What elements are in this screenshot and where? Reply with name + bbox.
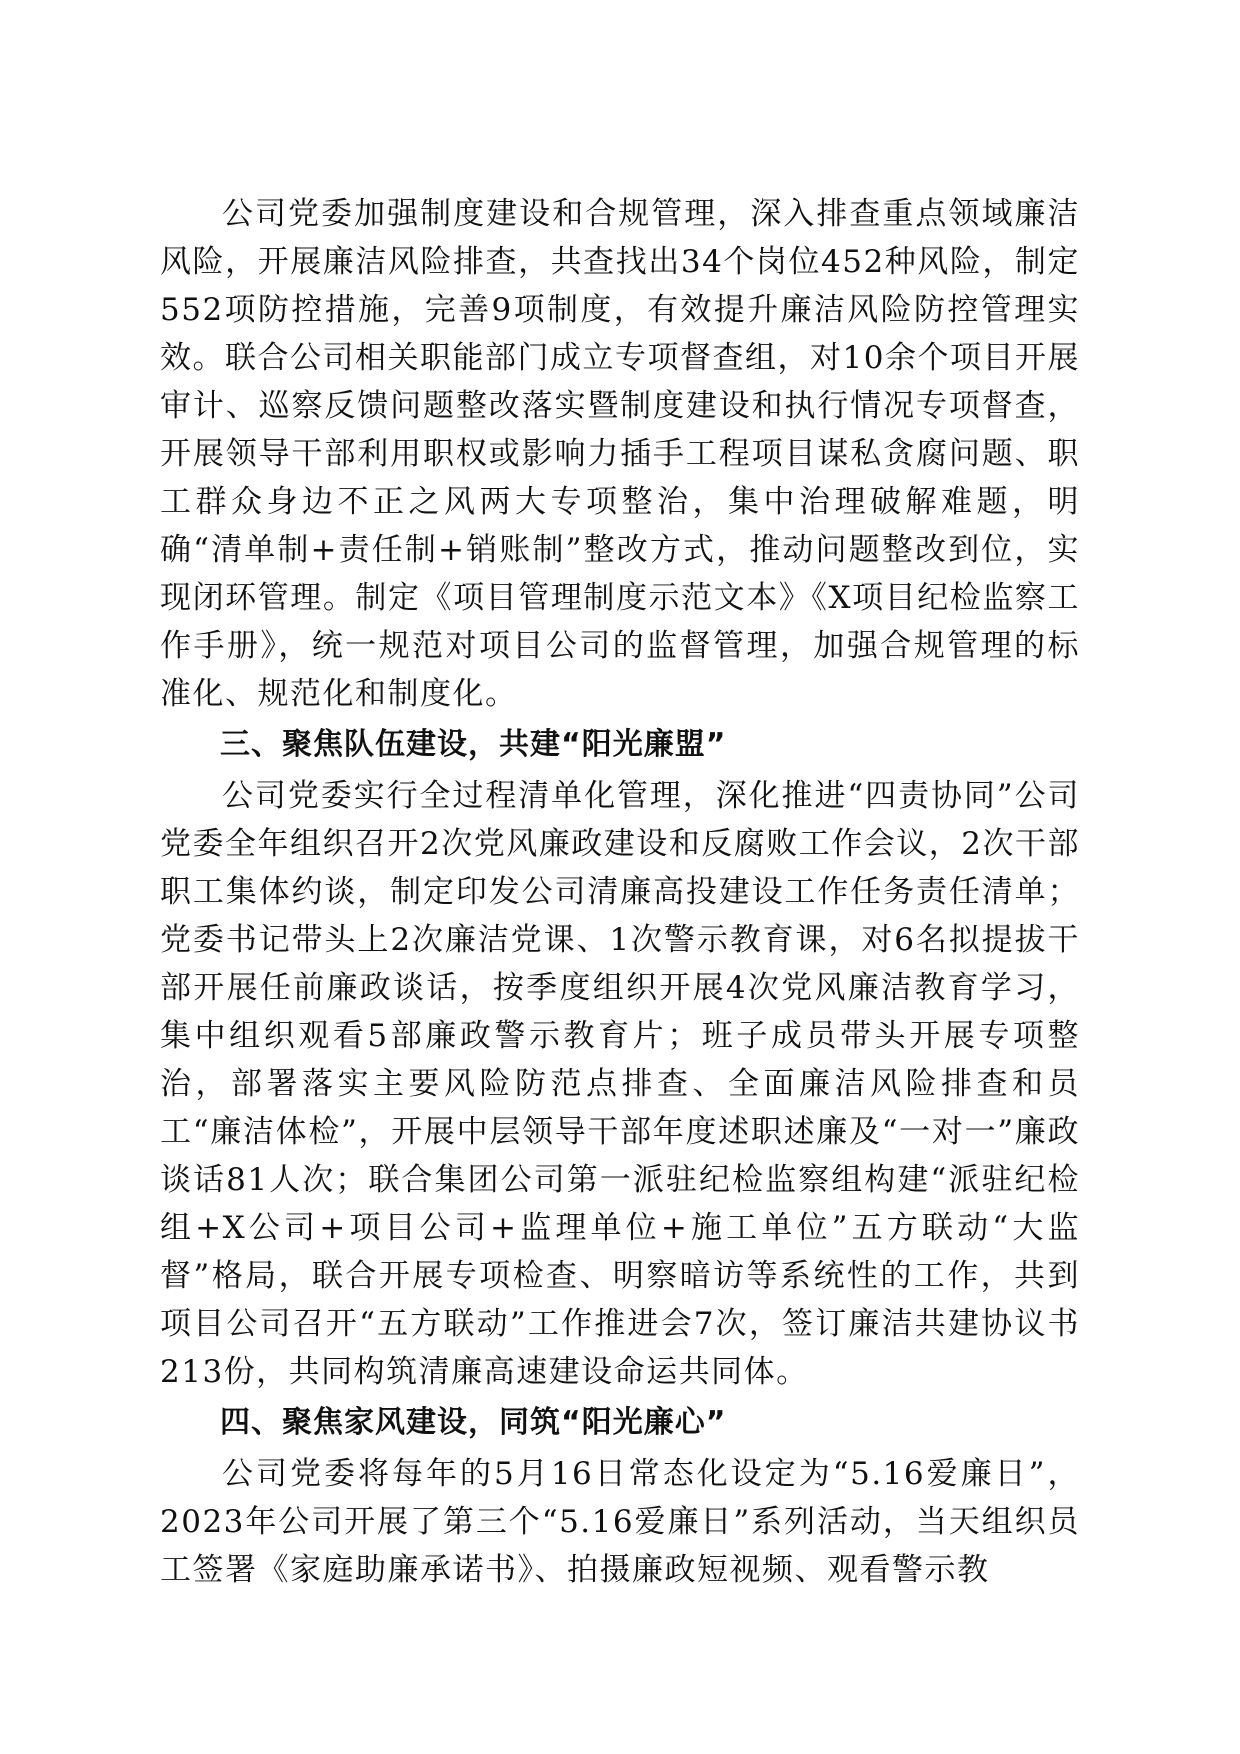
body-paragraph-team-building: 公司党委实行全过程清单化管理，深化推进“四责协同”公司党委全年组织召开2次党风廉政建设和反腐败工作会议，2次干部职工集体约谈，制定印发公司清廉高投建设工作任务责任清单；党委书记带头上2次廉洁党课、1次警示教育课，对6名拟提拔干部开展任前廉政谈话，按季度组织开展4次党风廉洁教育学习，集中组织观看5部廉政警示教育片；班子成员带头开展专项整治，部署落实主要风险防范点排查、全面廉洁风险排查和员工“廉洁体检”，开展中层领导干部年度述职述廉及“一对一”廉政谈话81人次；联合集团公司第一派驻纪检监察组构建“派驻纪检组+X公司+项目公司+监理单位+施工单位”五方联动“大监督”格局，联合开展专项检查、明察暗访等系统性的工作，共到项目公司召开“五方联动”工作推进会7次，签订廉洁共建协议书213份，共同构筑清廉高速建设命运共同体。 — [160, 778, 1080, 1390]
section-heading-team-building: 三、聚焦队伍建设，共建“阳光廉盟” — [220, 727, 727, 762]
section-heading-family-culture: 四、聚焦家风建设，同筑“阳光廉心” — [220, 1405, 727, 1440]
body-paragraph-family-culture: 公司党委将每年的5月16日常态化设定为“5.16爱廉日”，2023年公司开展了第三个“5.16爱廉日”系列活动，当天组织员工签署《家庭助廉承诺书》、拍摄廉政短视频、观看警示教 — [160, 1456, 1080, 1588]
document-page — [160, 190, 1080, 1594]
body-paragraph-risk-management: 公司党委加强制度建设和合规管理，深入排查重点领域廉洁风险，开展廉洁风险排查，共查找出34个岗位452种风险，制定552项防控措施，完善9项制度，有效提升廉洁风险防控管理实效。联合公司相关职能部门成立专项督查组，对10余个项目开展审计、巡察反馈问题整改落实暨制度建设和执行情况专项督查，开展领导干部利用职权或影响力插手工程项目谋私贪腐问题、职工群众身边不正之风两大专项整治，集中治理破解难题，明确“清单制+责任制+销账制”整改方式，推动问题整改到位，实现闭环管理。制定《项目管理制度示范文本》《X项目纪检监察工作手册》，统一规范对项目公司的监督管理，加强合规管理的标准化、规范化和制度化。 — [160, 196, 1080, 712]
